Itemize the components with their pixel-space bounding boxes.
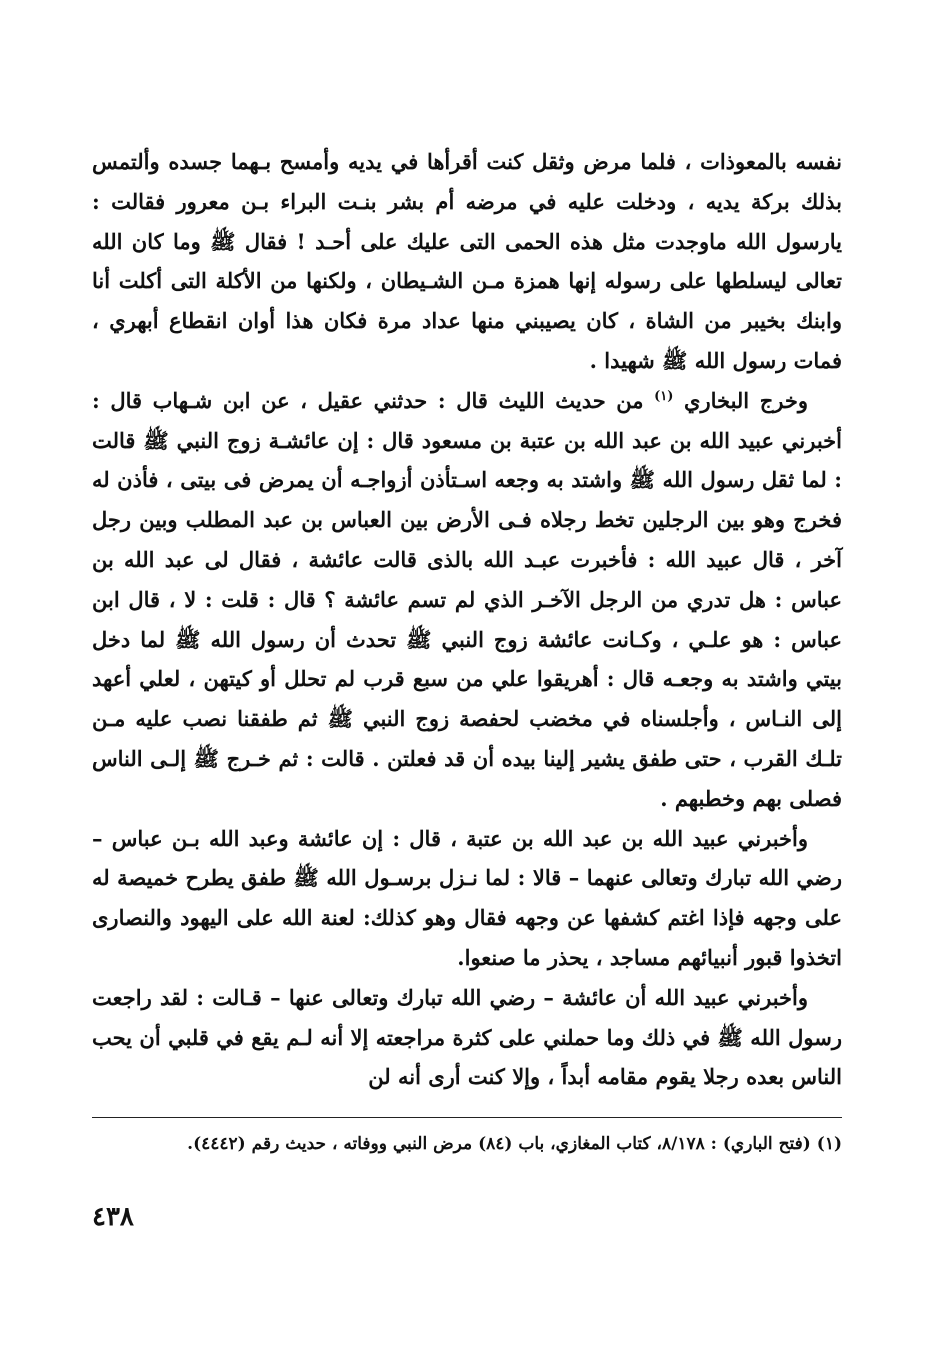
- main-text: [92, 142, 842, 1097]
- paragraph-1: نفسه بالمعوذات ، فلما مرض وثقل كنت أقرأها في يديه وأمسح بـهما جسده وألتمس بذلك بركة يديه ، ودخلت عليه في مرضه أم بشر بنـت البراء بـن معرور فقالت : يارسول الله ماوجدت مثل هذه الحمى التى عليك على أحـد ! فقال ﷺ وما كان الله تعالى ليسلطها على رسوله إنها همزة مـن الشـيطان ، ولكنها من الأكلة التى أكلت أنا وابنك بخيبر من الشاة ، كان يصيبني منها عداد مرة فكان هذا أوان انقطاع أبهري ، فمات رسول الله ﷺ شهيدا .: [92, 149, 842, 373]
- footnote-divider: [92, 1117, 842, 1118]
- paragraph-2-body: من حديث الليث قال : حدثني عقيل ، عن ابن شـهاب قال : أخبرني عبيد الله بن عبد الله بن عتبة بن مسعود قال : إن عائشـة زوج النبي ﷺ قالت : لما ثقل رسول الله ﷺ واشتد به وجعه اسـتأذن أزواجـه أن يمرض فى بيتى ، فأذن له فخرج وهو بين الرجلين تخط رجلاه فـى الأرض بين العباس بن عبد المطلب وبين رجل آخر ، قال عبيد الله : فأخبرت عبـد الله بالذى قالت عائشة ، فقال لى عبد الله بن عباس : هل تدري من الرجل الآخـر الذي لم تسم عائشة ؟ قال : قلت : لا ، قال ابن عباس : هو علـي ، وكـانت عائشة زوج النبي ﷺ تحدث أن رسول الله ﷺ لما دخل بيتي واشتد به وجعـه قال : أهريقوا علي من سبع قرب لم تحلل أو كيتهن ، لعلي أعهد إلى النـاس ، وأجلسناه في مخضب لحفصة زوج النبي ﷺ ثم طفقنا نصب عليه مـن تلـك القرب ، حتى طفق يشير إلينا بيده أن قد فعلتن . قالت : ثم خـرج ﷺ إلـى الناس فصلى بهم وخطبهم .: [92, 387, 842, 811]
- footnote-marker: (١): [654, 388, 674, 404]
- paragraph-4: وأخبرني عبيد الله أن عائشة – رضي الله تبارك وتعالى عنها – قـالت : لقد راجعت رسول الله ﷺ في ذلك وما حملني على كثرة مراجعته إلا أنه لـم يقع في قلبي أن يحب الناس بعده رجلا يقوم مقامه أبداً ، وإلا كنت أرى أنه لن: [92, 984, 842, 1090]
- page-number: ٤٣٨: [92, 1202, 134, 1232]
- paragraph-3: وأخبرني عبيد الله بن عبد الله بن عتبة ، قال : إن عائشة وعبد الله بـن عباس – رضي الله تبارك وتعالى عنهما – قالا : لما نـزل برسـول الله ﷺ طفق يطرح خميصة له على وجهه فإذا اغتم كشفها عن وجهه فقال وهو كذلك: لعنة الله على اليهود والنصارى اتخذوا قبور أنبيائهم مساجد ، يحذر ما صنعوا.: [92, 825, 842, 970]
- paragraph-2: [92, 381, 842, 819]
- footnote: (١) (فتح الباري) : ٨/١٧٨، كتاب المغازي، باب (٨٤) مرض النبي ووفاته ، حديث رقم (٤٤٤٢).: [187, 1134, 842, 1155]
- book-page: [92, 142, 842, 1322]
- paragraph-2-lead: وخرج البخاري: [673, 387, 808, 413]
